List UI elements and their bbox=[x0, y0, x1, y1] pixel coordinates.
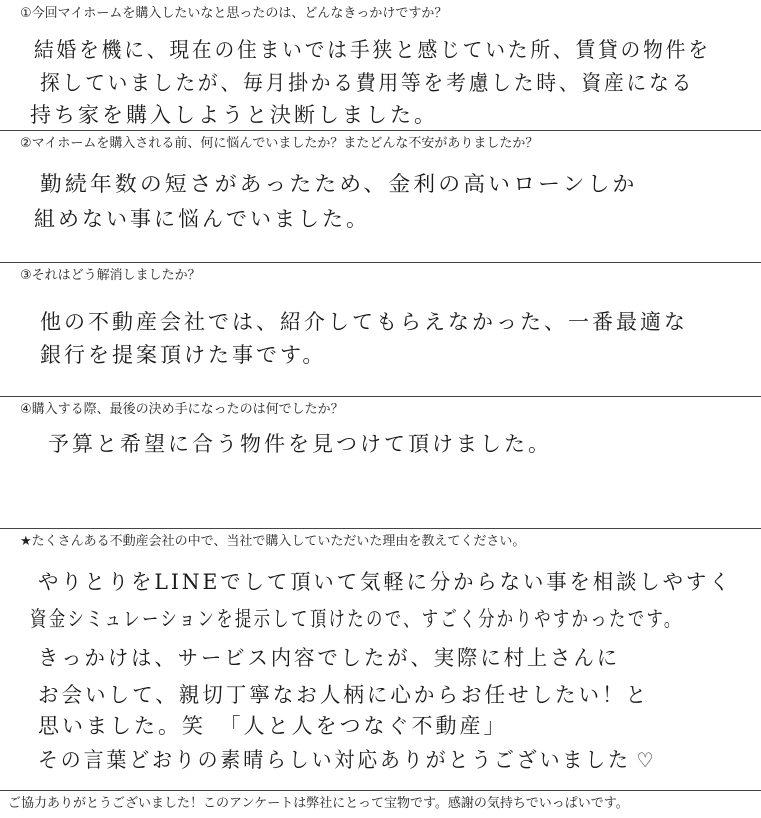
question-5-label: ★たくさんある不動産会社の中で、当社で購入していただいた理由を教えてください。 bbox=[20, 534, 526, 549]
question-2-label: ②マイホームを購入される前、何に悩んでいましたか？またどんな不安がありましたか？ bbox=[20, 136, 539, 151]
section-divider bbox=[0, 262, 761, 263]
section-divider bbox=[0, 396, 761, 397]
answer-1-line-1: 結婚を機に、現在の住まいでは手狭と感じていた所、賃貸の物件を bbox=[34, 38, 711, 62]
footer-note: ご協力ありがとうございました！このアンケートは弊社にとって宝物です。感謝の気持ちでいっぱいです。 bbox=[8, 796, 629, 811]
answer-5-line-6 bbox=[38, 744, 656, 774]
answer-5-line-3: きっかけは、サービス内容でしたが、実際に村上さんに bbox=[38, 646, 620, 670]
section-divider bbox=[0, 790, 761, 791]
answer-3-line-1: 他の不動産会社では、紹介してもらえなかった、一番最適な bbox=[40, 310, 688, 334]
answer-5-line-2: 資金シミュレーションを提示して頂けたので、すごく分かりやすかったです。 bbox=[30, 607, 683, 631]
answer-2-line-1: 勤続年数の短さがあったため、金利の高いローンしか bbox=[40, 172, 638, 196]
answer-5-line-6-text: その言葉どおりの素晴らしい対応ありがとうございました bbox=[38, 748, 631, 772]
question-4-label: ④購入する際、最後の決め手になったのは何でしたか？ bbox=[20, 402, 344, 417]
answer-5-line-1: やりとりをLINEでして頂いて気軽に分からない事を相談しやすく bbox=[38, 570, 733, 594]
heart-icon: ♡ bbox=[636, 748, 657, 772]
question-1-label: ①今回マイホームを購入したいなと思ったのは、どんなきっかけですか？ bbox=[20, 6, 448, 21]
answer-2-line-2: 組めない事に悩んでいました。 bbox=[34, 207, 370, 231]
question-3-label: ③それはどう解消しましたか？ bbox=[20, 268, 201, 283]
answer-5-line-5: 思いました。笑 「人と人をつなぐ不動産」 bbox=[38, 714, 508, 738]
answer-1-line-2: 探していましたが、毎月掛かる費用等を考慮した時、資産になる bbox=[40, 71, 695, 95]
answer-5-line-4: お会いして、親切丁寧なお人柄に心からお任せしたい！と bbox=[38, 683, 650, 707]
answer-1-line-3: 持ち家を購入しようと決断しました。 bbox=[30, 103, 438, 127]
answer-3-line-2: 銀行を提案頂けた事です。 bbox=[40, 343, 327, 367]
section-divider bbox=[0, 130, 761, 131]
answer-4-line-1: 予算と希望に合う物件を見つけて頂けました。 bbox=[48, 432, 552, 456]
section-divider bbox=[0, 528, 761, 529]
